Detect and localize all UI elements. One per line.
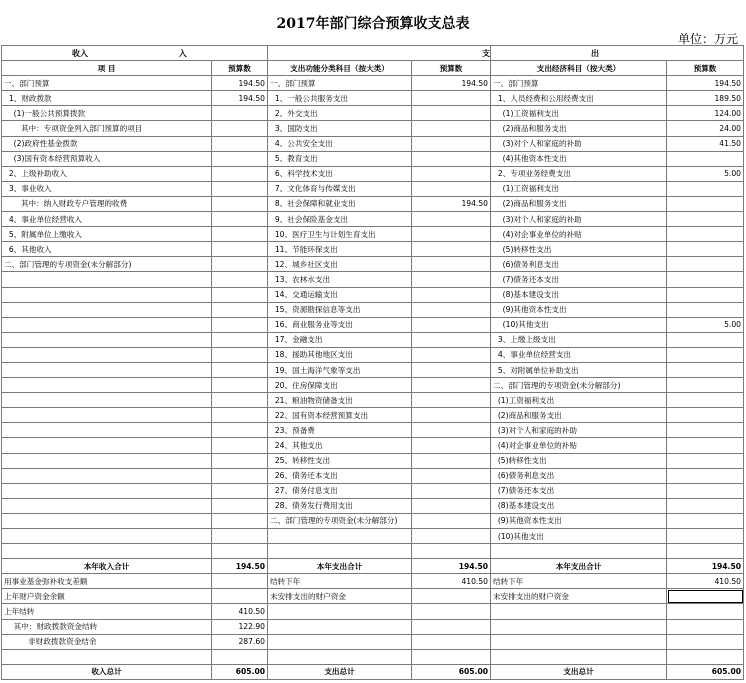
expense-section-char-left: 支: [482, 48, 491, 58]
income-budget-cell[interactable]: [212, 317, 268, 332]
column-header-row: [2, 61, 744, 76]
income-budget-cell[interactable]: 194.50: [212, 76, 268, 91]
economic-item-cell[interactable]: (4)其他资本性支出: [491, 151, 667, 166]
economic-budget-cell[interactable]: [667, 347, 744, 362]
economic-item-cell[interactable]: (9)其他资本性支出: [491, 302, 667, 317]
function-item-cell[interactable]: 4、公共安全支出: [268, 136, 412, 151]
expense-total-label[interactable]: 支出总计: [268, 664, 412, 679]
economic-budget-cell[interactable]: [667, 619, 744, 634]
income-budget-cell[interactable]: [212, 529, 268, 544]
income-total-value[interactable]: 194.50: [212, 559, 268, 574]
income-budget-cell[interactable]: [212, 544, 268, 559]
function-budget-cell[interactable]: [412, 378, 491, 393]
table-row: [2, 649, 744, 664]
income-budget-cell[interactable]: [212, 347, 268, 362]
income-item-cell[interactable]: [2, 423, 212, 438]
function-item-cell[interactable]: 18、援助其他地区支出: [268, 347, 412, 362]
income-item-cell[interactable]: [2, 513, 212, 528]
economic-budget-cell[interactable]: 41.50: [667, 136, 744, 151]
economic-budget-cell[interactable]: [667, 544, 744, 559]
function-budget-cell[interactable]: [412, 619, 491, 634]
income-item-cell[interactable]: (3)国有资本经营预算收入: [2, 151, 212, 166]
income-budget-cell[interactable]: [212, 181, 268, 196]
economic-item-cell[interactable]: 1、人员经费和公用经费支出: [491, 91, 667, 106]
income-item-cell[interactable]: [2, 347, 212, 362]
function-budget-cell[interactable]: [412, 393, 491, 408]
economic-item-cell[interactable]: 结转下年: [491, 574, 667, 589]
income-item-cell[interactable]: [2, 544, 212, 559]
table-row: [2, 453, 744, 468]
function-budget-cell[interactable]: [412, 589, 491, 604]
income-item-cell[interactable]: 上年财户资金余额: [2, 589, 212, 604]
function-budget-cell[interactable]: [412, 332, 491, 347]
function-budget-cell[interactable]: [412, 438, 491, 453]
economic-item-cell[interactable]: 2、专项业务经费支出: [491, 166, 667, 181]
income-budget-cell[interactable]: [212, 196, 268, 211]
income-budget-cell[interactable]: [212, 332, 268, 347]
income-item-cell[interactable]: [2, 272, 212, 287]
economic-budget-cell[interactable]: [667, 393, 744, 408]
income-item-cell[interactable]: 5、附属单位上缴收入: [2, 227, 212, 242]
economic-budget-cell[interactable]: [667, 151, 744, 166]
table-row: [2, 438, 744, 453]
income-section-char: 入: [178, 48, 187, 58]
economic-budget-cell[interactable]: [667, 649, 744, 664]
function-item-cell[interactable]: 15、资源勘探信息等支出: [268, 302, 412, 317]
income-budget-cell[interactable]: [212, 483, 268, 498]
function-item-cell[interactable]: 21、粮油物资储备支出: [268, 393, 412, 408]
income-budget-cell[interactable]: [212, 378, 268, 393]
function-item-cell[interactable]: 17、金融支出: [268, 332, 412, 347]
economic-budget-cell[interactable]: [667, 257, 744, 272]
function-budget-cell[interactable]: [412, 347, 491, 362]
function-budget-cell[interactable]: [412, 408, 491, 423]
function-budget-cell[interactable]: 194.50: [412, 196, 491, 211]
function-item-cell[interactable]: 结转下年: [268, 574, 412, 589]
function-budget-cell[interactable]: [412, 272, 491, 287]
function-item-cell[interactable]: 一、部门预算: [268, 76, 412, 91]
income-item-cell[interactable]: 其中：纳入财政专户管理的收费: [2, 196, 212, 211]
table-row: [2, 302, 744, 317]
table-row: [2, 604, 744, 619]
economic-item-cell[interactable]: [491, 544, 667, 559]
function-budget-cell[interactable]: [412, 498, 491, 513]
economic-budget-cell[interactable]: [667, 408, 744, 423]
function-budget-cell[interactable]: [412, 166, 491, 181]
table-row: [2, 91, 744, 106]
table-row: [2, 76, 744, 91]
table-row: [2, 166, 744, 181]
income-budget-cell[interactable]: [212, 362, 268, 377]
economic-item-cell[interactable]: (6)债务利息支出: [491, 257, 667, 272]
col-header-budget-economic: 预算数: [667, 61, 744, 76]
function-budget-cell[interactable]: [412, 453, 491, 468]
income-budget-cell[interactable]: [212, 257, 268, 272]
income-budget-cell[interactable]: [212, 649, 268, 664]
function-budget-cell[interactable]: [412, 423, 491, 438]
income-budget-cell[interactable]: [212, 302, 268, 317]
income-budget-cell[interactable]: [212, 166, 268, 181]
income-item-cell[interactable]: 4、事业单位经营收入: [2, 212, 212, 227]
economic-budget-cell[interactable]: 189.50: [667, 91, 744, 106]
income-budget-cell[interactable]: [212, 423, 268, 438]
economic-item-cell[interactable]: (4)对企事业单位的补贴: [491, 227, 667, 242]
income-item-cell[interactable]: (2)政府性基金拨款: [2, 136, 212, 151]
economic-item-cell[interactable]: (3)对个人和家庭的补助: [491, 136, 667, 151]
table-row: [2, 332, 744, 347]
table-row: [2, 287, 744, 302]
expense-total-value[interactable]: 194.50: [412, 559, 491, 574]
function-item-cell[interactable]: 24、其他支出: [268, 438, 412, 453]
section-header-row: [2, 46, 744, 61]
table-row: [2, 483, 744, 498]
economic-budget-cell[interactable]: 410.50: [667, 574, 744, 589]
economic-item-cell[interactable]: (3)对个人和家庭的补助: [491, 423, 667, 438]
income-budget-cell[interactable]: [212, 212, 268, 227]
economic-item-cell[interactable]: (5)转移性支出: [491, 453, 667, 468]
function-budget-cell[interactable]: 410.50: [412, 574, 491, 589]
income-item-cell[interactable]: 其中：财政拨款资金结转: [2, 619, 212, 634]
economic-budget-cell[interactable]: [667, 362, 744, 377]
expense-total-value[interactable]: 605.00: [412, 664, 491, 679]
col-header-economic: 支出经济科目（按大类）: [491, 61, 667, 76]
table-row: [2, 181, 744, 196]
sheet-title: 2017年部门综合预算收支总表: [276, 16, 470, 32]
income-item-cell[interactable]: [2, 287, 212, 302]
economic-item-cell[interactable]: 4、事业单位经营支出: [491, 347, 667, 362]
income-item-cell[interactable]: [2, 483, 212, 498]
economic-item-cell[interactable]: (1)工资福利支出: [491, 181, 667, 196]
function-item-cell[interactable]: 22、国有资本经营预算支出: [268, 408, 412, 423]
economic-item-cell[interactable]: (1)工资福利支出: [491, 106, 667, 121]
economic-budget-cell[interactable]: [667, 272, 744, 287]
income-item-cell[interactable]: 其中：专项资金列入部门预算的项目: [2, 121, 212, 136]
economic-item-cell[interactable]: 未安排支出的财户资金: [491, 589, 667, 604]
table-row: [2, 121, 744, 136]
economic-item-cell[interactable]: 一、部门预算: [491, 76, 667, 91]
table-row: [2, 408, 744, 423]
table-row: [2, 257, 744, 272]
income-total-label[interactable]: 本年收入合计: [2, 559, 212, 574]
function-budget-cell[interactable]: [412, 151, 491, 166]
economic-item-cell[interactable]: [491, 649, 667, 664]
economic-total-label[interactable]: 支出总计: [491, 664, 667, 679]
col-header-item: 项 目: [2, 61, 212, 76]
economic-budget-cell[interactable]: [667, 634, 744, 649]
income-budget-cell[interactable]: [212, 121, 268, 136]
table-row: [2, 196, 744, 211]
economic-item-cell[interactable]: (5)转移性支出: [491, 242, 667, 257]
income-item-cell[interactable]: 一、部门预算: [2, 76, 212, 91]
function-budget-cell[interactable]: [412, 287, 491, 302]
income-item-cell[interactable]: [2, 378, 212, 393]
economic-item-cell[interactable]: (6)债务利息支出: [491, 468, 667, 483]
income-budget-cell[interactable]: [212, 438, 268, 453]
income-budget-cell[interactable]: [212, 242, 268, 257]
economic-budget-cell[interactable]: [667, 483, 744, 498]
function-budget-cell[interactable]: [412, 257, 491, 272]
economic-item-cell[interactable]: (7)债务还本支出: [491, 272, 667, 287]
income-budget-cell[interactable]: [212, 136, 268, 151]
function-budget-cell[interactable]: [412, 227, 491, 242]
economic-item-cell[interactable]: (4)对企事业单位的补贴: [491, 438, 667, 453]
table-row: [2, 544, 744, 559]
table-row: [2, 227, 744, 242]
income-item-cell[interactable]: 3、事业收入: [2, 181, 212, 196]
income-budget-cell[interactable]: 122.90: [212, 619, 268, 634]
economic-budget-cell[interactable]: 24.00: [667, 121, 744, 136]
economic-total-label[interactable]: 本年支出合计: [491, 559, 667, 574]
function-budget-cell[interactable]: [412, 529, 491, 544]
economic-item-cell[interactable]: (9)其他资本性支出: [491, 513, 667, 528]
economic-item-cell[interactable]: [491, 634, 667, 649]
table-row: [2, 212, 744, 227]
income-budget-cell[interactable]: 287.60: [212, 634, 268, 649]
function-budget-cell[interactable]: [412, 121, 491, 136]
table-row: [2, 347, 744, 362]
income-item-cell[interactable]: [2, 498, 212, 513]
function-item-cell[interactable]: 19、国土海洋气象等支出: [268, 362, 412, 377]
economic-budget-cell[interactable]: [667, 227, 744, 242]
economic-budget-cell[interactable]: [667, 332, 744, 347]
economic-item-cell[interactable]: (7)债务还本支出: [491, 483, 667, 498]
income-budget-cell[interactable]: 194.50: [212, 91, 268, 106]
income-item-cell[interactable]: 上年结转: [2, 604, 212, 619]
income-budget-cell[interactable]: [212, 589, 268, 604]
income-budget-cell[interactable]: [212, 287, 268, 302]
economic-budget-cell[interactable]: [667, 498, 744, 513]
expense-total-label[interactable]: 本年支出合计: [268, 559, 412, 574]
economic-item-cell[interactable]: 二、部门管理的专项资金(未分解部分): [491, 378, 667, 393]
table-row: [2, 317, 744, 332]
budget-summary-table: [1, 45, 744, 680]
income-total-label[interactable]: 收入总计: [2, 664, 212, 679]
col-header-budget-function: 预算数: [412, 61, 491, 76]
table-row: [2, 468, 744, 483]
income-budget-cell[interactable]: [212, 513, 268, 528]
economic-budget-cell[interactable]: [667, 513, 744, 528]
economic-budget-cell[interactable]: [667, 438, 744, 453]
function-budget-cell[interactable]: [412, 544, 491, 559]
economic-item-cell[interactable]: (2)商品和服务支出: [491, 196, 667, 211]
income-budget-cell[interactable]: [212, 468, 268, 483]
function-budget-cell[interactable]: [412, 212, 491, 227]
function-item-cell[interactable]: 20、住房保障支出: [268, 378, 412, 393]
function-item-cell[interactable]: 10、医疗卫生与计划生育支出: [268, 227, 412, 242]
function-budget-cell[interactable]: [412, 513, 491, 528]
function-item-cell[interactable]: 二、部门管理的专项资金(未分解部分): [268, 513, 412, 528]
income-item-cell[interactable]: 1、财政拨款: [2, 91, 212, 106]
economic-item-cell[interactable]: [491, 604, 667, 619]
economic-total-value[interactable]: 605.00: [667, 664, 744, 679]
income-item-cell[interactable]: (1)一般公共预算拨款: [2, 106, 212, 121]
income-item-cell[interactable]: 非财政拨款资金结余: [2, 634, 212, 649]
function-budget-cell[interactable]: [412, 604, 491, 619]
income-budget-cell[interactable]: [212, 498, 268, 513]
economic-item-cell[interactable]: (3)对个人和家庭的补助: [491, 212, 667, 227]
function-item-cell[interactable]: 6、科学技术支出: [268, 166, 412, 181]
income-item-cell[interactable]: 2、上级补助收入: [2, 166, 212, 181]
economic-budget-cell[interactable]: [667, 378, 744, 393]
function-item-cell[interactable]: [268, 544, 412, 559]
economic-budget-cell[interactable]: [667, 468, 744, 483]
function-item-cell[interactable]: 2、外交支出: [268, 106, 412, 121]
function-budget-cell[interactable]: [412, 242, 491, 257]
function-item-cell[interactable]: [268, 649, 412, 664]
table-row: [2, 574, 744, 589]
function-item-cell[interactable]: [268, 529, 412, 544]
income-item-cell[interactable]: [2, 453, 212, 468]
col-header-budget-income: 预算数: [212, 61, 268, 76]
economic-item-cell[interactable]: (2)商品和服务支出: [491, 408, 667, 423]
income-budget-cell[interactable]: [212, 272, 268, 287]
expense-section-header-right: [491, 46, 744, 61]
table-row: [2, 634, 744, 649]
table-row: [2, 242, 744, 257]
function-item-cell[interactable]: [268, 619, 412, 634]
income-item-cell[interactable]: [2, 649, 212, 664]
economic-item-cell[interactable]: (8)基本建设支出: [491, 498, 667, 513]
annual-total-row: [2, 559, 744, 574]
income-budget-cell[interactable]: [212, 453, 268, 468]
income-budget-cell[interactable]: [212, 151, 268, 166]
table-row: [2, 106, 744, 121]
table-row: [2, 513, 744, 528]
table-row: [2, 423, 744, 438]
economic-item-cell[interactable]: (10)其他支出: [491, 529, 667, 544]
economic-budget-cell[interactable]: [667, 423, 744, 438]
income-budget-cell[interactable]: [212, 393, 268, 408]
income-item-cell[interactable]: [2, 332, 212, 347]
income-section-header: [2, 46, 268, 61]
function-budget-cell[interactable]: [412, 634, 491, 649]
function-budget-cell[interactable]: [412, 317, 491, 332]
function-item-cell[interactable]: 14、交通运输支出: [268, 287, 412, 302]
income-budget-cell[interactable]: [212, 574, 268, 589]
income-budget-cell[interactable]: [212, 408, 268, 423]
function-item-cell[interactable]: 3、国防支出: [268, 121, 412, 136]
economic-budget-cell[interactable]: [667, 604, 744, 619]
income-item-cell[interactable]: 二、部门管理的专项资金(未分解部分): [2, 257, 212, 272]
economic-budget-cell[interactable]: 5.00: [667, 317, 744, 332]
economic-item-cell[interactable]: (2)商品和服务支出: [491, 121, 667, 136]
economic-budget-cell[interactable]: [667, 287, 744, 302]
table-row: [2, 136, 744, 151]
table-row: [2, 393, 744, 408]
table-row: [2, 378, 744, 393]
economic-budget-cell[interactable]: 124.00: [667, 106, 744, 121]
function-item-cell[interactable]: 未安排支出的财户资金: [268, 589, 412, 604]
function-budget-cell[interactable]: [412, 136, 491, 151]
function-item-cell[interactable]: 16、商业服务业等支出: [268, 317, 412, 332]
expense-section-header-left: [268, 46, 491, 61]
income-budget-cell[interactable]: [212, 227, 268, 242]
function-budget-cell[interactable]: [412, 468, 491, 483]
economic-item-cell[interactable]: (10)其他支出: [491, 317, 667, 332]
income-item-cell[interactable]: 用事业基金弥补收支差额: [2, 574, 212, 589]
income-item-cell[interactable]: [2, 438, 212, 453]
income-item-cell[interactable]: [2, 317, 212, 332]
income-total-value[interactable]: 605.00: [212, 664, 268, 679]
economic-budget-cell[interactable]: [667, 453, 744, 468]
col-header-function: 支出功能分类科目（按大类）: [268, 61, 412, 76]
income-item-cell[interactable]: [2, 468, 212, 483]
economic-budget-cell[interactable]: [667, 529, 744, 544]
economic-budget-cell[interactable]: 194.50: [667, 76, 744, 91]
economic-budget-cell[interactable]: [667, 242, 744, 257]
economic-budget-cell[interactable]: [667, 212, 744, 227]
economic-item-cell[interactable]: (8)基本建设支出: [491, 287, 667, 302]
table-row: [2, 362, 744, 377]
function-item-cell[interactable]: [268, 604, 412, 619]
function-budget-cell[interactable]: [412, 181, 491, 196]
expense-section-char-right: 出: [591, 48, 600, 58]
function-item-cell[interactable]: 27、债务付息支出: [268, 483, 412, 498]
economic-budget-cell[interactable]: [667, 196, 744, 211]
function-budget-cell[interactable]: 194.50: [412, 76, 491, 91]
function-item-cell[interactable]: 12、城乡社区支出: [268, 257, 412, 272]
income-item-cell[interactable]: [2, 529, 212, 544]
function-item-cell[interactable]: 26、债务还本支出: [268, 468, 412, 483]
grand-total-row: [2, 664, 744, 679]
income-item-cell[interactable]: [2, 393, 212, 408]
economic-item-cell[interactable]: (1)工资福利支出: [491, 393, 667, 408]
income-item-cell[interactable]: [2, 408, 212, 423]
function-item-cell[interactable]: 8、社会保障和就业支出: [268, 196, 412, 211]
function-budget-cell[interactable]: [412, 302, 491, 317]
function-budget-cell[interactable]: [412, 362, 491, 377]
function-budget-cell[interactable]: [412, 483, 491, 498]
function-item-cell[interactable]: 13、农林水支出: [268, 272, 412, 287]
function-item-cell[interactable]: 11、节能环保支出: [268, 242, 412, 257]
economic-budget-cell[interactable]: [667, 181, 744, 196]
economic-total-value[interactable]: 194.50: [667, 559, 744, 574]
function-item-cell[interactable]: 25、转移性支出: [268, 453, 412, 468]
function-budget-cell[interactable]: [412, 649, 491, 664]
table-row: [2, 498, 744, 513]
table-row: [2, 619, 744, 634]
function-item-cell[interactable]: 28、债务发行费用支出: [268, 498, 412, 513]
income-item-cell[interactable]: [2, 362, 212, 377]
table-row: [2, 589, 744, 604]
function-item-cell[interactable]: 5、教育支出: [268, 151, 412, 166]
economic-budget-cell[interactable]: [667, 589, 744, 604]
function-budget-cell[interactable]: [412, 106, 491, 121]
function-item-cell[interactable]: 9、社会保险基金支出: [268, 212, 412, 227]
economic-item-cell[interactable]: 3、上缴上级支出: [491, 332, 667, 347]
income-budget-cell[interactable]: 410.50: [212, 604, 268, 619]
economic-budget-cell[interactable]: 5.00: [667, 166, 744, 181]
function-item-cell[interactable]: 23、预备费: [268, 423, 412, 438]
table-row: [2, 529, 744, 544]
income-item-cell[interactable]: 6、其他收入: [2, 242, 212, 257]
function-budget-cell[interactable]: [412, 91, 491, 106]
unit-label: 单位：万元: [677, 32, 738, 46]
function-item-cell[interactable]: 1、一般公共服务支出: [268, 91, 412, 106]
income-budget-cell[interactable]: [212, 106, 268, 121]
table-row: [2, 272, 744, 287]
economic-item-cell[interactable]: [491, 619, 667, 634]
income-section-label: 收入: [72, 48, 88, 58]
function-item-cell[interactable]: 7、文化体育与传媒支出: [268, 181, 412, 196]
economic-budget-cell[interactable]: [667, 302, 744, 317]
income-item-cell[interactable]: [2, 302, 212, 317]
function-item-cell[interactable]: [268, 634, 412, 649]
economic-item-cell[interactable]: 5、对附属单位补助支出: [491, 362, 667, 377]
table-row: [2, 151, 744, 166]
